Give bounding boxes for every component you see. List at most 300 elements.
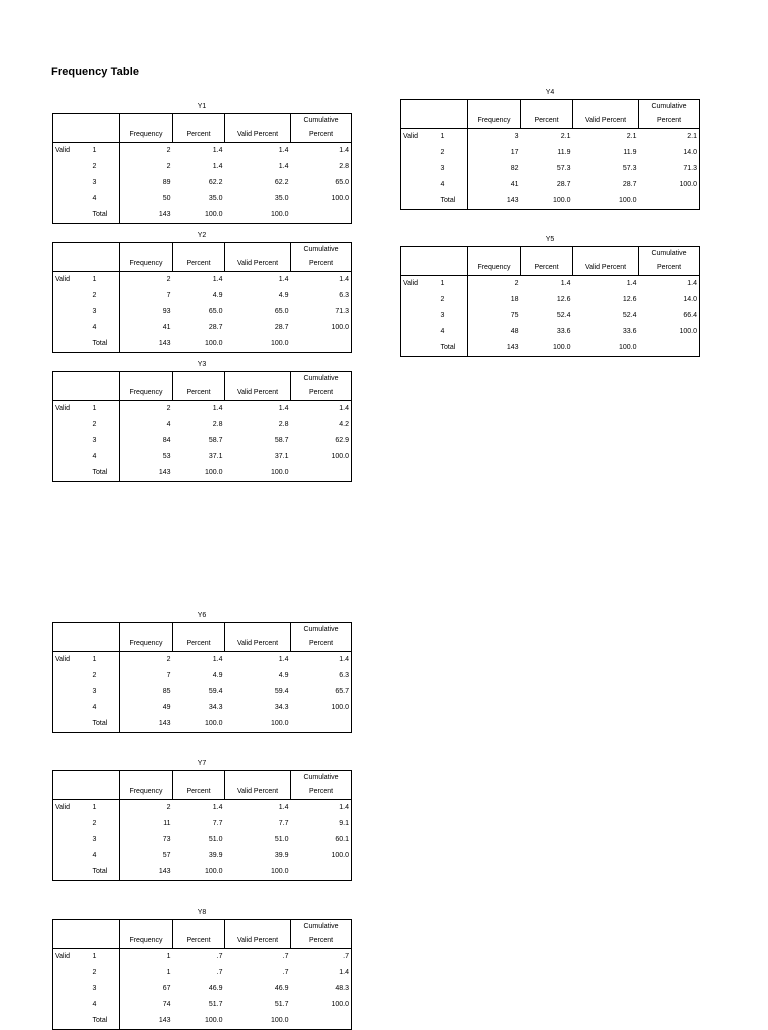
percent-cell: 35.0 [208, 195, 223, 202]
valid-label: Valid [53, 800, 87, 881]
valid-percent-cell: 100.0 [573, 340, 639, 357]
table-row [401, 145, 700, 161]
header-valid-percent: Valid Percent [573, 114, 639, 129]
cumulative-percent-cell: 62.9 [291, 433, 352, 449]
value-code: 1 [92, 804, 97, 811]
frequency-table-y7 [52, 758, 352, 881]
header-cumulative-percent: Percent [291, 386, 352, 401]
cumulative-percent-cell: 6.3 [291, 288, 352, 304]
frequency-cell: 143 [120, 864, 173, 881]
value-code: 4 [92, 453, 97, 460]
valid-percent-cell: 58.7 [274, 437, 289, 444]
value-code: 1 [440, 280, 445, 287]
valid-percent-cell: 12.6 [622, 296, 637, 303]
header-frequency: Frequency [468, 261, 521, 276]
header-row [53, 920, 352, 935]
table-row [401, 129, 700, 146]
header-blank [173, 771, 225, 786]
header-frequency: Frequency [120, 257, 173, 272]
percent-cell: 59.4 [208, 688, 223, 695]
valid-percent-cell: 28.7 [274, 324, 289, 331]
header-blank [401, 261, 468, 276]
percent-cell: 100.0 [173, 864, 225, 881]
table-title: Y4 [545, 89, 555, 96]
header-row [53, 243, 352, 258]
header-blank [173, 114, 225, 129]
header-percent: Percent [173, 257, 225, 272]
header-frequency: Frequency [120, 128, 173, 143]
valid-percent-cell: 2.8 [278, 421, 289, 428]
value-code: 2 [92, 292, 97, 299]
value-code: 3 [92, 985, 97, 992]
percent-cell: 100.0 [521, 340, 573, 357]
frequency-cell: 89 [120, 175, 173, 191]
cumulative-percent-cell: 1.4 [291, 652, 352, 669]
frequency-grid [52, 622, 352, 733]
table-row [53, 949, 352, 966]
header-cumulative-percent: Percent [291, 934, 352, 949]
percent-cell: 46.9 [208, 985, 223, 992]
frequency-grid [52, 113, 352, 224]
table-title: Y6 [197, 612, 207, 619]
frequency-table-y1 [52, 101, 352, 224]
total-row [401, 193, 700, 210]
total-row [53, 465, 352, 482]
total-label: Total [87, 716, 120, 733]
header-cumulative: Cumulative [291, 920, 352, 935]
percent-cell: 100.0 [521, 193, 573, 210]
cumulative-percent-cell: 100.0 [291, 191, 352, 207]
percent-cell: 100.0 [173, 336, 225, 353]
cumulative-percent-cell: 1.4 [291, 965, 352, 981]
table-title: Y5 [545, 236, 555, 243]
header-row [401, 247, 700, 262]
frequency-cell: 93 [120, 304, 173, 320]
valid-percent-cell: 4.9 [278, 672, 289, 679]
percent-cell: 39.9 [208, 852, 223, 859]
header-valid-percent: Valid Percent [225, 386, 291, 401]
cumulative-percent-cell [291, 465, 352, 482]
frequency-cell: 73 [120, 832, 173, 848]
frequency-cell: 2 [120, 800, 173, 817]
total-label: Total [87, 336, 120, 353]
header-cumulative: Cumulative [291, 243, 352, 258]
valid-percent-cell: 1.4 [278, 804, 289, 811]
valid-percent-cell: 65.0 [274, 308, 289, 315]
value-code: 1 [92, 147, 97, 154]
valid-percent-cell: 62.2 [274, 179, 289, 186]
frequency-grid [400, 246, 700, 357]
frequency-cell: 1 [120, 949, 173, 966]
table-row [53, 981, 352, 997]
frequency-cell: 2 [120, 401, 173, 418]
cumulative-percent-cell: 66.4 [639, 308, 700, 324]
header-blank [120, 771, 173, 786]
frequency-cell: 82 [468, 161, 521, 177]
valid-label: Valid [53, 652, 87, 733]
total-row [53, 207, 352, 224]
percent-cell: 28.7 [556, 181, 571, 188]
frequency-cell: 49 [120, 700, 173, 716]
frequency-cell: 2 [120, 652, 173, 669]
valid-percent-cell: 100.0 [225, 336, 291, 353]
frequency-cell: 11 [120, 816, 173, 832]
valid-label: Valid [53, 143, 87, 224]
valid-label: Valid [53, 949, 87, 1030]
header-cumulative-percent: Percent [639, 261, 700, 276]
cumulative-percent-cell [291, 716, 352, 733]
frequency-table-y3 [52, 359, 352, 482]
cumulative-percent-cell: .7 [291, 949, 352, 966]
table-row [53, 652, 352, 669]
percent-cell: 37.1 [208, 453, 223, 460]
cumulative-percent-cell: 6.3 [291, 668, 352, 684]
cumulative-percent-cell: 65.7 [291, 684, 352, 700]
value-code: 2 [440, 149, 445, 156]
header-percent: Percent [173, 637, 225, 652]
frequency-cell: 143 [120, 716, 173, 733]
value-code: 2 [92, 820, 97, 827]
table-row [53, 800, 352, 817]
cumulative-percent-cell: 2.1 [639, 129, 700, 146]
header-row [401, 114, 700, 129]
percent-cell: 4.9 [212, 672, 223, 679]
cumulative-percent-cell: 100.0 [291, 848, 352, 864]
cumulative-percent-cell: 1.4 [639, 276, 700, 293]
header-cumulative: Cumulative [291, 114, 352, 129]
cumulative-percent-cell [291, 1013, 352, 1030]
header-valid-percent: Valid Percent [225, 257, 291, 272]
header-frequency: Frequency [468, 114, 521, 129]
cumulative-percent-cell: 1.4 [291, 800, 352, 817]
header-blank [468, 247, 521, 262]
header-blank [225, 920, 291, 935]
percent-cell: .7 [216, 953, 223, 960]
valid-label: Valid [401, 276, 435, 357]
frequency-cell: 7 [120, 288, 173, 304]
header-cumulative-percent: Percent [639, 114, 700, 129]
cumulative-percent-cell: 48.3 [291, 981, 352, 997]
header-frequency: Frequency [120, 386, 173, 401]
header-cumulative-percent: Percent [291, 637, 352, 652]
frequency-cell: 75 [468, 308, 521, 324]
table-row [53, 143, 352, 160]
header-cumulative: Cumulative [291, 372, 352, 387]
total-label: Total [87, 207, 120, 224]
table-row [53, 288, 352, 304]
cumulative-percent-cell: 100.0 [291, 449, 352, 465]
percent-cell: 62.2 [208, 179, 223, 186]
valid-percent-cell: 100.0 [225, 864, 291, 881]
percent-cell: 33.6 [556, 328, 571, 335]
header-blank [225, 623, 291, 638]
table-row [401, 308, 700, 324]
header-blank [120, 243, 173, 258]
header-percent: Percent [173, 128, 225, 143]
header-valid-percent: Valid Percent [225, 785, 291, 800]
cumulative-percent-cell: 2.8 [291, 159, 352, 175]
header-blank [53, 128, 120, 143]
header-blank [120, 372, 173, 387]
valid-percent-cell: .7 [282, 953, 289, 960]
value-code: 3 [92, 688, 97, 695]
percent-cell: 1.4 [212, 163, 223, 170]
header-valid-percent: Valid Percent [225, 934, 291, 949]
percent-cell: 34.3 [208, 704, 223, 711]
total-label: Total [435, 193, 468, 210]
table-row [53, 433, 352, 449]
cumulative-percent-cell [639, 193, 700, 210]
percent-cell: 7.7 [212, 820, 223, 827]
frequency-cell: 74 [120, 997, 173, 1013]
percent-cell: 1.4 [560, 280, 571, 287]
header-blank [573, 100, 639, 115]
total-row [53, 1013, 352, 1030]
total-row [53, 336, 352, 353]
valid-label: Valid [53, 272, 87, 353]
header-blank [468, 100, 521, 115]
valid-percent-cell: 59.4 [274, 688, 289, 695]
header-cumulative: Cumulative [291, 771, 352, 786]
header-row [53, 934, 352, 949]
frequency-cell: 53 [120, 449, 173, 465]
table-row [53, 191, 352, 207]
valid-percent-cell: 1.4 [278, 276, 289, 283]
cumulative-percent-cell: 65.0 [291, 175, 352, 191]
frequency-cell: 1 [120, 965, 173, 981]
header-frequency: Frequency [120, 637, 173, 652]
frequency-cell: 50 [120, 191, 173, 207]
value-code: 1 [92, 953, 97, 960]
frequency-cell: 143 [120, 207, 173, 224]
valid-percent-cell: .7 [282, 969, 289, 976]
value-code: 4 [92, 704, 97, 711]
frequency-cell: 143 [468, 193, 521, 210]
header-blank [173, 372, 225, 387]
valid-percent-cell: 7.7 [278, 820, 289, 827]
table-title: Y1 [197, 103, 207, 110]
valid-percent-cell: 2.1 [626, 133, 637, 140]
table-row [53, 417, 352, 433]
valid-percent-cell: 100.0 [225, 716, 291, 733]
header-cumulative-percent: Percent [291, 785, 352, 800]
header-blank [173, 623, 225, 638]
header-percent: Percent [173, 785, 225, 800]
frequency-cell: 2 [120, 159, 173, 175]
frequency-cell: 2 [120, 143, 173, 160]
value-code: 2 [440, 296, 445, 303]
frequency-cell: 67 [120, 981, 173, 997]
table-row [53, 668, 352, 684]
frequency-table-y5 [400, 234, 700, 357]
percent-cell: 2.8 [212, 421, 223, 428]
header-percent: Percent [173, 386, 225, 401]
cumulative-percent-cell [291, 207, 352, 224]
cumulative-percent-cell: 1.4 [291, 401, 352, 418]
valid-label: Valid [53, 401, 87, 482]
header-row [53, 623, 352, 638]
cumulative-percent-cell: 100.0 [639, 177, 700, 193]
header-cumulative-percent: Percent [291, 257, 352, 272]
table-row [401, 161, 700, 177]
frequency-grid [400, 99, 700, 210]
header-row [53, 372, 352, 387]
valid-percent-cell: 100.0 [573, 193, 639, 210]
frequency-grid [52, 371, 352, 482]
table-row [53, 175, 352, 191]
percent-cell: .7 [216, 969, 223, 976]
cumulative-percent-cell: 71.3 [639, 161, 700, 177]
header-valid-percent: Valid Percent [573, 261, 639, 276]
total-row [53, 716, 352, 733]
header-blank [53, 372, 120, 387]
cumulative-percent-cell: 100.0 [639, 324, 700, 340]
value-code: 3 [92, 308, 97, 315]
cumulative-percent-cell: 4.2 [291, 417, 352, 433]
frequency-cell: 18 [468, 292, 521, 308]
valid-percent-cell: 100.0 [225, 1013, 291, 1030]
cumulative-percent-cell: 100.0 [291, 700, 352, 716]
header-row [53, 771, 352, 786]
value-code: 1 [92, 656, 97, 663]
frequency-cell: 84 [120, 433, 173, 449]
frequency-table-y2 [52, 230, 352, 353]
percent-cell: 57.3 [556, 165, 571, 172]
value-code: 3 [92, 437, 97, 444]
valid-percent-cell: 46.9 [274, 985, 289, 992]
table-row [401, 292, 700, 308]
percent-cell: 1.4 [212, 656, 223, 663]
percent-cell: 100.0 [173, 716, 225, 733]
value-code: 2 [92, 672, 97, 679]
cumulative-percent-cell: 60.1 [291, 832, 352, 848]
value-code: 3 [92, 836, 97, 843]
percent-cell: 28.7 [208, 324, 223, 331]
header-percent: Percent [521, 261, 573, 276]
cumulative-percent-cell [639, 340, 700, 357]
value-code: 2 [92, 163, 97, 170]
header-blank [225, 114, 291, 129]
header-blank [120, 920, 173, 935]
valid-percent-cell: 1.4 [278, 163, 289, 170]
percent-cell: 1.4 [212, 276, 223, 283]
percent-cell: 1.4 [212, 405, 223, 412]
valid-percent-cell: 33.6 [622, 328, 637, 335]
header-blank [53, 257, 120, 272]
cumulative-percent-cell: 71.3 [291, 304, 352, 320]
header-blank [173, 920, 225, 935]
valid-percent-cell: 51.7 [274, 1001, 289, 1008]
value-code: 2 [92, 969, 97, 976]
header-blank [53, 637, 120, 652]
header-blank [173, 243, 225, 258]
header-blank [53, 386, 120, 401]
valid-percent-cell: 52.4 [622, 312, 637, 319]
table-row [53, 684, 352, 700]
table-title: Y3 [197, 361, 207, 368]
percent-cell: 11.9 [557, 149, 571, 156]
table-row [53, 449, 352, 465]
value-code: 3 [440, 312, 445, 319]
total-label: Total [87, 1013, 120, 1030]
valid-percent-cell: 100.0 [225, 465, 291, 482]
header-blank [120, 114, 173, 129]
valid-percent-cell: 100.0 [225, 207, 291, 224]
table-row [53, 700, 352, 716]
header-blank [225, 771, 291, 786]
header-cumulative: Cumulative [639, 247, 700, 262]
header-row [53, 257, 352, 272]
valid-percent-cell: 1.4 [278, 405, 289, 412]
table-row [53, 848, 352, 864]
total-label: Total [87, 864, 120, 881]
cumulative-percent-cell [291, 336, 352, 353]
table-row [401, 324, 700, 340]
table-row [53, 816, 352, 832]
table-title: Y8 [197, 909, 207, 916]
frequency-cell: 17 [468, 145, 521, 161]
valid-percent-cell: 4.9 [278, 292, 289, 299]
valid-percent-cell: 1.4 [278, 147, 289, 154]
percent-cell: 2.1 [560, 133, 571, 140]
header-percent: Percent [173, 934, 225, 949]
header-blank [225, 243, 291, 258]
cumulative-percent-cell: 1.4 [291, 143, 352, 160]
page-title: Frequency Table [51, 66, 140, 78]
value-code: 4 [440, 328, 445, 335]
cumulative-percent-cell: 9.1 [291, 816, 352, 832]
header-valid-percent: Valid Percent [225, 637, 291, 652]
value-code: 4 [92, 1001, 97, 1008]
frequency-cell: 3 [468, 129, 521, 146]
frequency-cell: 57 [120, 848, 173, 864]
value-code: 1 [92, 405, 97, 412]
frequency-cell: 48 [468, 324, 521, 340]
header-frequency: Frequency [120, 785, 173, 800]
header-blank [53, 114, 120, 129]
header-cumulative-percent: Percent [291, 128, 352, 143]
header-row [53, 114, 352, 129]
percent-cell: 100.0 [173, 465, 225, 482]
valid-percent-cell: 1.4 [626, 280, 637, 287]
header-frequency: Frequency [120, 934, 173, 949]
header-row [53, 386, 352, 401]
valid-percent-cell: 11.9 [623, 149, 637, 156]
table-row [53, 832, 352, 848]
header-blank [401, 114, 468, 129]
header-blank [53, 623, 120, 638]
table-row [53, 320, 352, 336]
value-code: 3 [440, 165, 445, 172]
valid-percent-cell: 51.0 [274, 836, 289, 843]
frequency-grid [52, 242, 352, 353]
value-code: 4 [92, 852, 97, 859]
header-valid-percent: Valid Percent [225, 128, 291, 143]
frequency-cell: 7 [120, 668, 173, 684]
frequency-table-y6 [52, 610, 352, 733]
valid-label: Valid [401, 129, 435, 210]
table-row [53, 272, 352, 289]
valid-percent-cell: 1.4 [278, 656, 289, 663]
frequency-cell: 4 [120, 417, 173, 433]
total-row [401, 340, 700, 357]
header-blank [53, 920, 120, 935]
frequency-cell: 143 [468, 340, 521, 357]
percent-cell: 65.0 [208, 308, 223, 315]
valid-percent-cell: 35.0 [274, 195, 289, 202]
header-row [53, 637, 352, 652]
percent-cell: 52.4 [556, 312, 571, 319]
